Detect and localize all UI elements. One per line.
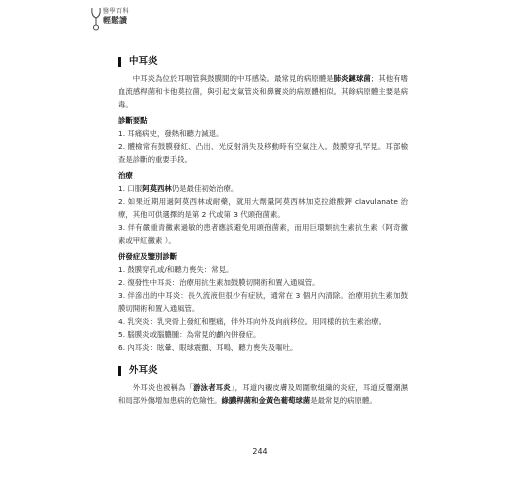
intro-text: 中耳炎為位於耳咽管與鼓膜間的中耳感染。最常見的病原體是 [132, 74, 334, 83]
complication-item: 3. 伴滲出的中耳炎：長久流液但很少有症狀，通常在 3 個月內清除。治療用抗生素加鼓膜切開術和置入通風管。 [118, 291, 408, 313]
diagnosis-item: 1. 耳痛病史，發熱和聽力減退。 [118, 129, 224, 138]
complication-item: 4. 乳突炎：乳突骨上發紅和壓痛，伴外耳向外及向前移位。用同樣的抗生素治療。 [118, 317, 387, 326]
logo-text [103, 6, 129, 25]
complication-item: 1. 鼓膜穿孔或/和聽力喪失：常見。 [118, 265, 234, 274]
section-title-text: 中耳炎 [129, 56, 158, 67]
section-marker [118, 366, 121, 376]
intro-text: 是最常見的病原體。 [310, 396, 377, 405]
intro-text: 外耳炎也被稱為「 [132, 383, 194, 392]
diagnosis-heading: 診斷要點 [118, 116, 148, 125]
logo [90, 6, 130, 34]
otitis-externa-intro [118, 381, 408, 407]
intro-bold-name: 游泳者耳炎 [193, 383, 231, 392]
diagnosis-item: 2. 體檢常有鼓膜發紅、凸出、光反射消失及移動時有空氣注入。鼓膜穿孔罕見。耳部檢查是診斷的重要手段。 [118, 142, 408, 164]
treatment-item [118, 182, 408, 195]
complication-item: 5. 腦膜炎或腦膿腫：為常見的顱內併發症。 [118, 330, 261, 339]
treatment-item: 3. 伴有嚴重青黴素過敏的患者應該避免用頭孢菌素，而用巨環類抗生素抗生素（阿奇黴素或甲紅黴素 ）。 [118, 223, 408, 245]
otitis-media-intro [118, 72, 408, 111]
section-title-otitis-externa [118, 364, 408, 378]
section-title-text: 外耳炎 [129, 365, 158, 376]
treatment-heading: 治療 [118, 171, 133, 180]
page-content [118, 55, 408, 407]
treatment-text: 仍是最佳初始治療。 [171, 184, 239, 193]
intro-bold-pathogen: 綠膿桿菌和金黃色葡萄球菌 [221, 396, 311, 405]
logo-line2: 輕鬆讀 [103, 16, 127, 25]
section-title-otitis-media [118, 55, 408, 69]
intro-bold-pathogen: 肺炎鏈球菌 [333, 74, 371, 83]
treatment-item: 2. 如果近期用過阿莫西林或耐藥，就用大劑量阿莫西林加克拉維酸鉀 clavulanate 治療，其他可供選擇的是第 2 代或第 3 代頭孢菌素。 [118, 197, 408, 219]
complication-item: 2. 復發性中耳炎：治療用抗生素加鼓膜切開術和置入通風管。 [118, 278, 320, 287]
intro-text: 」，耳道內襯皮膚及周圍軟組織的炎症，耳道反覆潮濕和局部外傷增加患病的危險性。 [118, 383, 408, 405]
complications-heading: 併發症及鑒別診斷 [118, 252, 178, 261]
page-number: 244 [252, 447, 268, 456]
stethoscope-icon [90, 6, 102, 32]
intro-text: ；其他有嗜血流感桿菌和卡他莫拉菌，與引起支氣管炎和鼻竇炎的病原體相似。其餘病原體主要是病毒。 [118, 74, 408, 109]
logo-line1: 醫學百科 [103, 8, 130, 15]
treatment-text: 1. 口服 [118, 184, 143, 193]
complication-item: 6. 內耳炎：眩暈、眼球震顫、耳鳴、聽力喪失及嘔吐。 [118, 343, 298, 352]
section-marker [118, 57, 121, 67]
treatment-bold-drug: 阿莫西林 [142, 184, 172, 193]
